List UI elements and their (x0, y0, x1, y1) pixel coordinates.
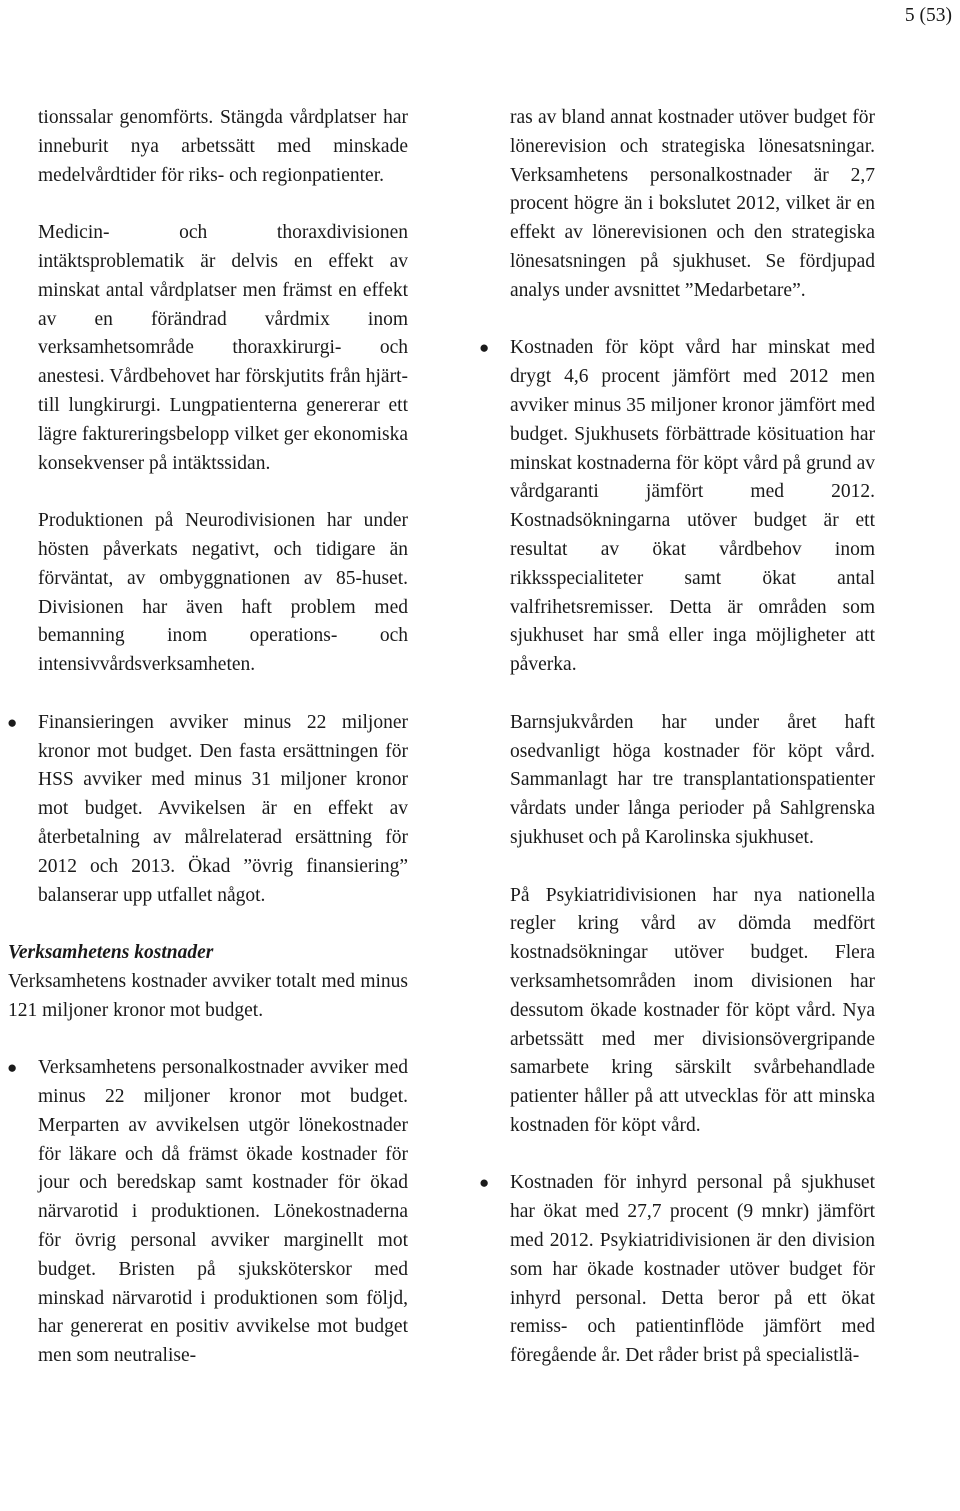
paragraph: På Psykiatridivisionen har nya nationella regler kring vård av dömda medfört kostnadsökningar utöver budget. Flera verksamhetsområden inom divisionen har dessutom ökade kostnader för köpt vård. Nya arbetssätt med mer divisionsövergripande samarbete kring särskilt svårbehandlade patienter håller på att utvecklas för att minska kostnaden för köpt vård. (510, 884, 875, 1136)
bullet-icon: ● (479, 1173, 490, 1193)
right-column (480, 104, 875, 1371)
bullet-item (480, 1169, 875, 1371)
bullet-text: Verksamhetens personalkostnader avviker med minus 22 miljoner kronor mot budget. Merparten av avvikelsen utgör lönekostnader för läkare och då främst ökade kostnader för jour och beredskap samt kostnader för ökad närvarotid i produktionen. Lönekostnaderna för övrig personal avviker marginellt mot budget. Bristen på sjuksköterskor med minskad närvarotid i produktionen som följd, har genererat en positiv avvikelse mot budget men som neutralise- (38, 1057, 408, 1367)
paragraph: tionssalar genomförts. Stängda vårdplatser har inneburit nya arbetssätt med minskade medelvårdtider för riks- och regionpatienter. (38, 107, 408, 186)
bullet-item (8, 709, 408, 911)
bullet-text: Kostnaden för inhyrd personal på sjukhuset har ökat med 27,7 procent (9 mnkr) jämfört med 2012. Psykiatridivisionen är den division som har ökade kostnader utöver budget för inhyrd personal. Detta beror på ett ökat remiss- och patientinflöde jämfört med föregående år. Det råder brist på specialistlä- (510, 1172, 875, 1367)
bullet-icon: ● (479, 338, 490, 358)
left-column (8, 104, 408, 1371)
bullet-icon: ● (7, 712, 18, 732)
paragraph: Verksamhetens kostnader avviker totalt med minus 121 miljoner kronor mot budget. (8, 970, 408, 1021)
page-number: 5 (53) (904, 5, 952, 26)
section-heading: Verksamhetens kostnader (8, 942, 214, 964)
bullet-text: Kostnaden för köpt vård har minskat med drygt 4,6 procent jämfört med 2012 men avviker minus 35 miljoner kronor jämfört med budget. Sjukhusets förbättrade kösituation har minskat kostnaderna för köpt vård på grund av vårdgaranti jämfört med 2012. Kostnadsökningarna utöver budget är ett resultat av ökat vårdbehov inom rikksspecialiteter samt ökat antal valfrihetsremisser. Detta är områden som sjukhuset har små eller inga möjligheter att påverka. (510, 337, 875, 676)
bullet-icon: ● (7, 1058, 18, 1078)
bullet-item (480, 334, 875, 680)
paragraph: ras av bland annat kostnader utöver budget för lönerevision och strategiska lönesatsningar. Verksamhetens personalkostnader är 2,7 procent högre än i bokslutet 2012, vilket är en effekt av lönerevisionen och den strategiska lönesatsningen på sjukhuset. Se fördjupad analys under avsnittet ”Medarbetare”. (510, 107, 875, 301)
paragraph: Medicin- och thoraxdivisionen intäktsproblematik är delvis en effekt av minskat antal vårdplatser men främst en effekt av en förändrad vårdmix inom verksamhetsområde thoraxkirurgi- och anestesi. Vårdbehovet har förskjutits från hjärt- till lungkirurgi. Lungpatienterna genererar ett lägre faktureringsbelopp vilket ger ekonomiska konsekvenser på intäktssidan. (38, 222, 408, 474)
paragraph: Barnsjukvården har under året haft osedvanligt höga kostnader för köpt vård. Sammanlagt har tre transplantationspatienter vårdats under långa perioder på Sahlgrenska sjukhuset och på Karolinska sjukhuset. (510, 711, 875, 848)
bullet-text: Finansieringen avviker minus 22 miljoner kronor mot budget. Den fasta ersättningen för HSS avviker med minus 31 miljoner kronor mot budget. Avvikelsen är en effekt av återbetalning av målrelaterad ersättning för 2012 och 2013. Ökad ”övrig finansiering” balanserar upp utfallet något. (38, 711, 408, 906)
bullet-item (8, 1054, 408, 1371)
paragraph: Produktionen på Neurodivisionen har under hösten påverkats negativt, och tidigare än förväntat, av ombyggnationen av 85-huset. Divisionen har även haft problem med bemanning inom operations- och intensivvårdsverksamheten. (38, 510, 408, 676)
